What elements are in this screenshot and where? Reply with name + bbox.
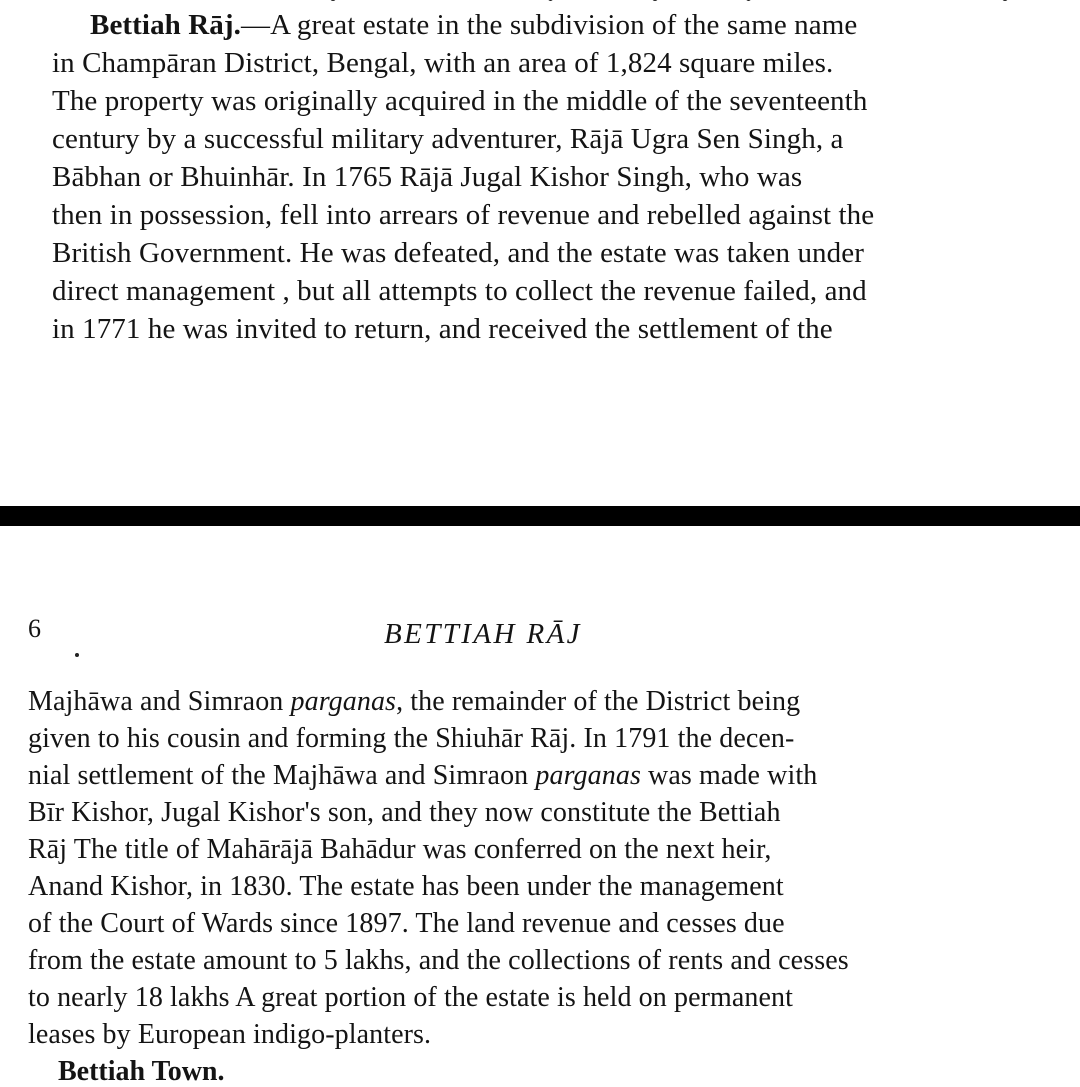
top-line-9: in 1771 he was invited to return, and received the settlement of the <box>52 313 833 345</box>
top-line-5: Bābhan or Bhuinhār. In 1765 Rājā Jugal Kishor Singh, who was <box>52 161 803 193</box>
entry-heading-text: —A great estate in the subdivision of the same name <box>241 9 858 41</box>
top-line-3: The property was originally acquired in the middle of the seventeenth <box>52 85 868 117</box>
running-head: BETTIAH RĀJ <box>384 618 582 650</box>
page-number: 6 <box>28 614 41 643</box>
body-line-3-italic: parganas <box>535 760 641 791</box>
body-line-1 <box>28 685 800 719</box>
entry-heading: Bettiah Rāj. <box>90 9 242 41</box>
top-line-7: British Government. He was defeated, and the estate was taken under <box>52 237 864 269</box>
body-line-9: to nearly 18 lakhs A great portion of the estate is held on permanent <box>28 982 794 1013</box>
top-line-8: direct management , but all attempts to collect the revenue failed, and <box>52 275 867 307</box>
body-line-1-b: , the remainder of the District being <box>396 686 801 717</box>
top-line-6: then in possession, fell into arrears of revenue and rebelled against the <box>52 199 875 231</box>
body-line-1-italic: parganas <box>290 686 397 717</box>
body-line-2: given to his cousin and forming the Shiuhār Rāj. In 1791 the decen- <box>28 723 795 754</box>
scan-speck <box>75 653 79 657</box>
body-line-5: Rāj The title of Mahārājā Bahādur was conferred on the next heir, <box>28 834 772 865</box>
body-line-4: Bīr Kishor, Jugal Kishor's son, and they now constitute the Bettiah <box>28 797 781 828</box>
body-line-3-a: nial settlement of the Majhāwa and Simraon <box>28 760 536 791</box>
cropped-next-heading: Bettiah Town. <box>58 1056 225 1087</box>
body-line-6: Anand Kishor, in 1830. The estate has been under the management <box>28 871 784 902</box>
body-line-10: leases by European indigo-planters. <box>28 1019 432 1050</box>
body-line-7: of the Court of Wards since 1897. The land revenue and cesses due <box>28 908 785 939</box>
top-line-1 <box>90 6 1050 44</box>
top-line-4: century by a successful military adventurer, Rājā Ugra Sen Singh, a <box>52 123 844 155</box>
body-line-8: from the estate amount to 5 lakhs, and the collections of rents and cesses <box>28 945 849 976</box>
page-divider-bar <box>0 506 1080 526</box>
body-line-3 <box>28 759 817 793</box>
top-line-2: in Champāran District, Bengal, with an area of 1,824 square miles. <box>52 47 834 79</box>
body-line-3-b: was made with <box>640 760 818 791</box>
body-line-1-a: Majhāwa and Simraon <box>28 686 291 717</box>
